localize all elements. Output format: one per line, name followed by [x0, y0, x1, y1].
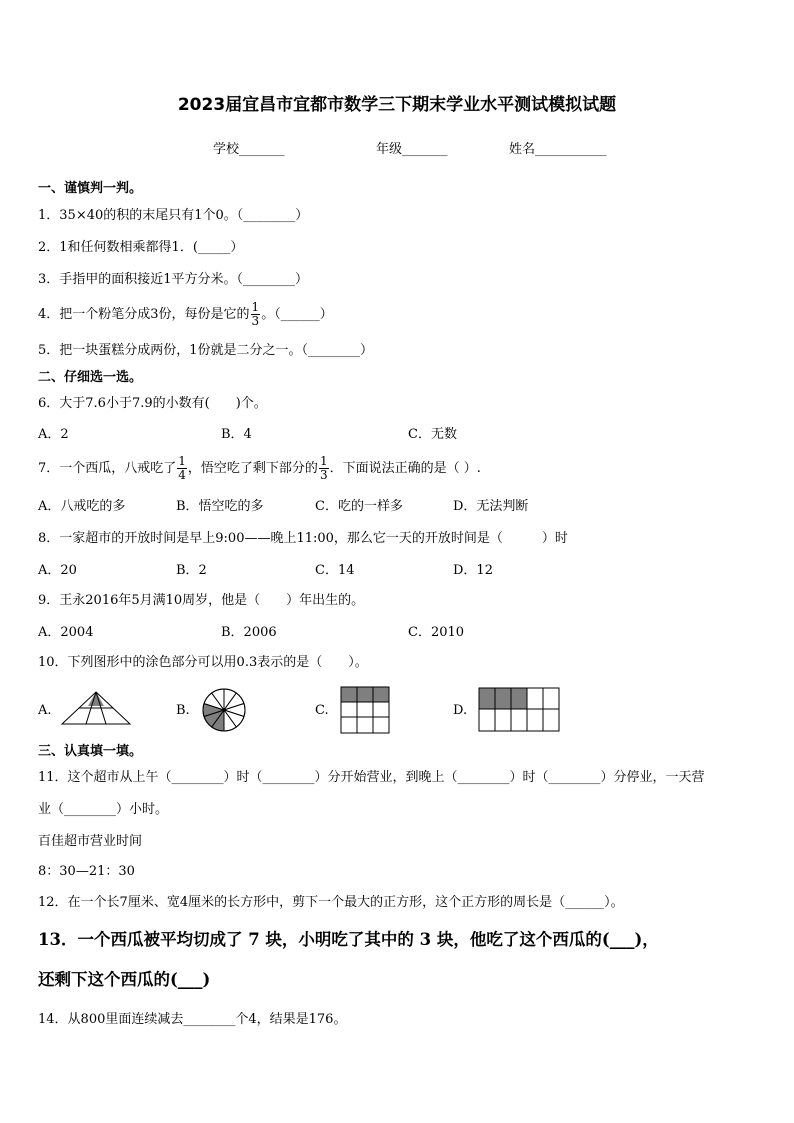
question-5: 5．把一块蛋糕分成两份，1份就是二分之一。（________）: [38, 343, 374, 358]
question-7-text-2: ，悟空吃了剩下部分的: [187, 461, 318, 476]
question-2: 2．1和任何数相乘都得1．(_____）: [38, 240, 244, 255]
question-11-line-2: 业（________）小时。: [38, 802, 169, 817]
question-4-blank: 。（______）: [261, 307, 333, 322]
fraction-numerator: 1: [319, 453, 328, 468]
question-7-option-b[interactable]: B．悟空吃的多: [176, 499, 264, 514]
question-10-option-a[interactable]: A.: [38, 703, 52, 718]
circle-figure: [200, 686, 248, 734]
grid-shaded-cells: [479, 688, 527, 709]
question-8-option-d[interactable]: D．12: [453, 563, 493, 578]
question-10-option-c[interactable]: C.: [315, 703, 329, 718]
question-13-line-2: 还剩下这个西瓜的(___): [38, 970, 211, 989]
question-9-option-a[interactable]: A．2004: [38, 625, 94, 640]
fraction-denominator: 4: [178, 468, 186, 482]
section-1-heading: 一、谨慎判一判。: [38, 181, 143, 196]
question-6-option-b[interactable]: B．4: [221, 427, 252, 442]
question-8: 8．一家超市的开放时间是早上9:00——晚上11:00，那么它一天的开放时间是（ ）时: [38, 531, 568, 546]
question-7-text-3: ．下面说法正确的是（ ）.: [329, 461, 481, 476]
question-6-option-c[interactable]: C．无数: [408, 427, 457, 442]
fraction-numerator: 1: [251, 299, 260, 314]
question-9-option-c[interactable]: C．2010: [408, 625, 465, 640]
question-8-option-b[interactable]: B．2: [176, 563, 207, 578]
triangle-figure: [60, 690, 132, 726]
question-4-text: 4．把一个粉笔分成3份，每份是它的: [38, 307, 250, 322]
fraction-numerator: 1: [178, 453, 186, 468]
question-10: 10．下列图形中的涂色部分可以用0.3表示的是（ ）。: [38, 655, 368, 670]
fraction: [177, 455, 187, 482]
question-7-option-c[interactable]: C．吃的一样多: [315, 499, 403, 514]
question-3: 3．手指甲的面积接近1平方分米。（________）: [38, 272, 309, 287]
grade-field[interactable]: 年级_______: [376, 142, 448, 157]
fraction: [251, 301, 261, 328]
question-7: [38, 454, 481, 484]
question-4: [38, 300, 333, 330]
question-6-option-a[interactable]: A．2: [38, 427, 69, 442]
question-6: 6．大于7.6小于7.9的小数有( )个。: [38, 396, 267, 411]
question-9-option-b[interactable]: B．2006: [221, 625, 277, 640]
grid-3x3-figure: [340, 686, 390, 734]
question-10-option-d[interactable]: D.: [453, 703, 468, 718]
question-7-option-a[interactable]: A．八戒吃的多: [38, 499, 126, 514]
question-10-option-b[interactable]: B.: [176, 703, 190, 718]
name-field[interactable]: 姓名___________: [509, 142, 607, 157]
question-1: 1．35×40的积的末尾只有1个0。（________）: [38, 208, 309, 223]
question-12: 12．在一个长7厘米、宽4厘米的长方形中，剪下一个最大的正方形，这个正方形的周长是（______）。: [38, 895, 624, 910]
triangle-shaded-part: [88, 692, 104, 706]
page-title: 2023届宜昌市宜都市数学三下期末学业水平测试模拟试题: [177, 95, 617, 115]
school-field[interactable]: 学校_______: [213, 142, 285, 157]
grid-shaded-row: [341, 687, 389, 702]
question-7-option-d[interactable]: D．无法判断: [453, 499, 529, 514]
store-hours-value: 8：30—21：30: [38, 864, 135, 879]
section-2-heading: 二、仔细选一选。: [38, 370, 143, 385]
grid-5x2-figure: [478, 687, 560, 733]
store-hours-label: 百佳超市营业时间: [38, 834, 143, 849]
fraction-denominator: 3: [251, 314, 260, 328]
question-11-line-1: 11．这个超市从上午（________）时（________）分开始营业，到晚上（________）时（________）分停业，一天营: [38, 770, 705, 785]
question-9: 9．王永2016年5月满10周岁，他是（ ）年出生的。: [38, 593, 365, 608]
fraction-denominator: 3: [319, 468, 328, 482]
question-13-line-1: 13．一个西瓜被平均切成了 7 块，小明吃了其中的 3 块，他吃了这个西瓜的(___)，: [38, 930, 659, 949]
question-8-option-a[interactable]: A．20: [38, 563, 77, 578]
question-8-option-c[interactable]: C．14: [315, 563, 355, 578]
question-7-text-1: 7．一个西瓜，八戒吃了: [38, 461, 177, 476]
question-14: 14．从800里面连续减去________个4，结果是176。: [38, 1012, 347, 1027]
section-3-heading: 三、认真填一填。: [38, 744, 143, 759]
fraction: [319, 455, 329, 482]
